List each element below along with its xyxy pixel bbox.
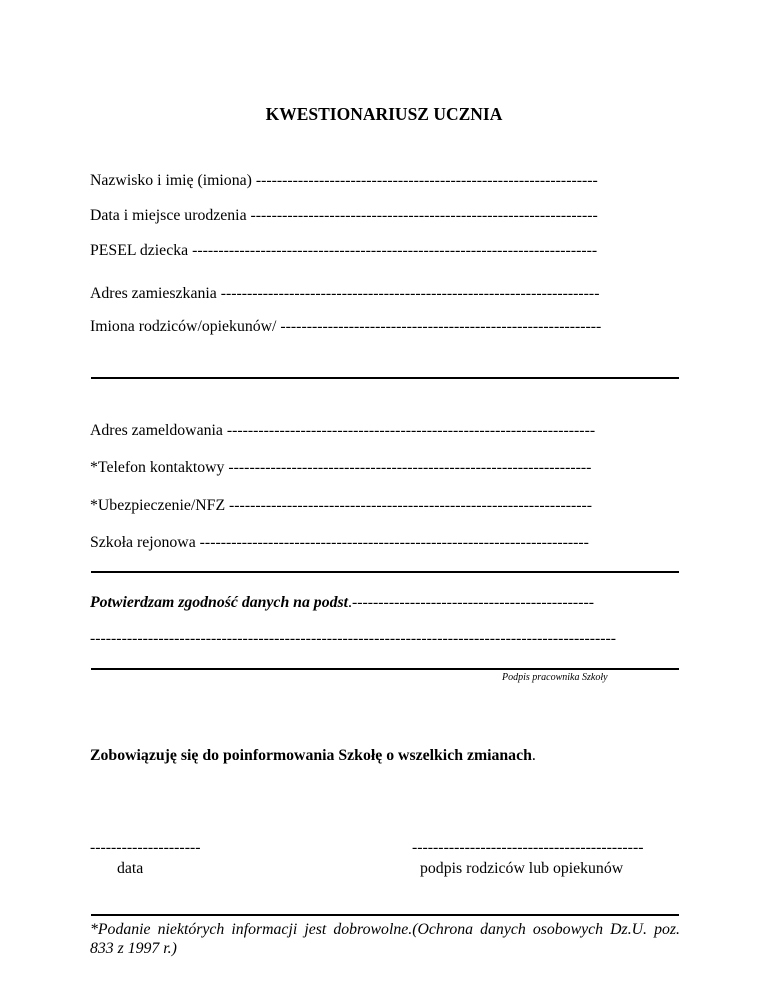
field-pesel[interactable]: PESEL dziecka ----------------------------------------------------------------------------- — [90, 242, 598, 259]
date-label: data — [117, 860, 144, 877]
field-registered-address[interactable]: Adres zameldowania ---------------------------------------------------------------------- — [90, 422, 596, 439]
confirm-line[interactable] — [90, 594, 594, 612]
divider-rule — [91, 571, 679, 573]
footnote: *Podanie niektórych informacji jest dobrowolne.(Ochrona danych osobowych Dz.U. poz. 833 z 1997 r.) — [90, 921, 680, 957]
confirm-label: Potwierdzam zgodność danych na podst — [90, 594, 349, 611]
staff-signature-caption: Podpis pracownika Szkoły — [502, 672, 608, 683]
signature-rule — [91, 668, 679, 670]
field-contact-phone[interactable]: *Telefon kontaktowy --------------------------------------------------------------------- — [90, 459, 592, 476]
commitment-statement: Zobowiązuję się do poinformowania Szkołę o wszelkich zmianach. — [90, 747, 536, 764]
page-title: KWESTIONARIUSZ UCZNIA — [265, 104, 503, 124]
confirm-line-2[interactable]: ---------------------------------------------------------------------------------------------------- — [90, 630, 617, 647]
parent-signature-label: podpis rodziców lub opiekunów — [420, 860, 624, 877]
confirm-dots: .---------------------------------------------- — [348, 594, 594, 611]
footnote-rule — [91, 914, 679, 916]
date-signature-line[interactable]: --------------------- — [90, 839, 201, 856]
divider-rule — [91, 377, 679, 379]
field-full-name[interactable]: Nazwisko i imię (imiona) ----------------------------------------------------------------- — [90, 172, 598, 189]
field-residence-address[interactable]: Adres zamieszkania ------------------------------------------------------------------------ — [90, 285, 600, 302]
field-birth-date-place[interactable]: Data i miejsce urodzenia ------------------------------------------------------------------ — [90, 207, 598, 224]
field-parent-names[interactable]: Imiona rodziców/opiekunów/ ------------------------------------------------------------- — [90, 318, 602, 335]
field-district-school[interactable]: Szkoła rejonowa -------------------------------------------------------------------------- — [90, 534, 589, 551]
parent-signature-line[interactable]: -------------------------------------------- — [412, 839, 644, 856]
field-insurance-nfz[interactable]: *Ubezpieczenie/NFZ --------------------------------------------------------------------- — [90, 497, 593, 514]
